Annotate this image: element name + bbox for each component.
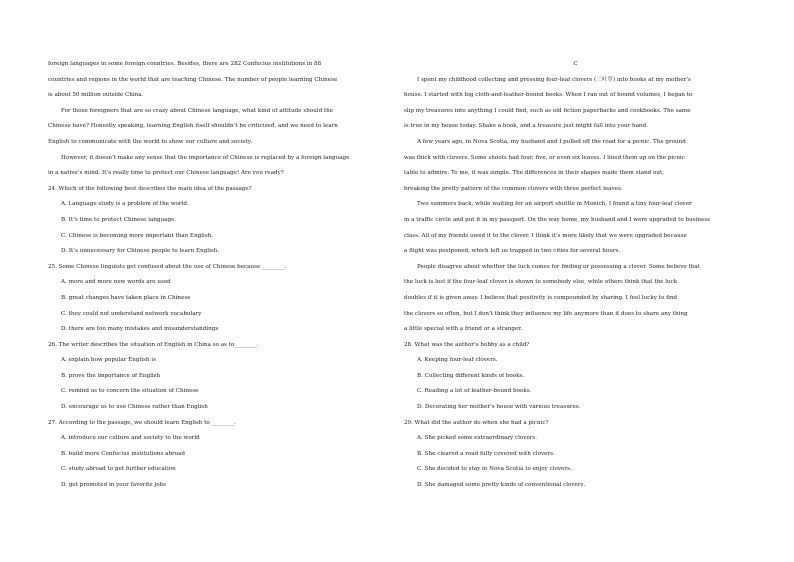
passage-line: a little special with a friend or a stranger. [404, 326, 523, 333]
option-25a: A. more and more new words are used [61, 279, 171, 286]
passage-line: the luck is lost if the four-leaf clover is shown to somebody else, while others think that the luck [404, 279, 678, 286]
passage-title: C [573, 61, 578, 67]
left-column [48, 57, 391, 494]
passage-line: foreign languages in some foreign countries. Besides, there are 282 Confucius institutions in 88 [48, 61, 322, 67]
right-column [404, 57, 747, 494]
passage-line: doubles if it is given away. I believe that positivity is compounded by sharing. I feel lucky to find [404, 294, 678, 301]
question-28: 28. What was the author’s hobby as a child? [404, 341, 530, 348]
question-27: 27. According to the passage, we should learn English to ________. [48, 419, 236, 426]
option-29a: A. She picked some extraordinary clovers. [417, 435, 538, 442]
option-26a: A. explain how popular English is [61, 357, 156, 364]
passage-line: For those foreigners that are so crazy about Chinese language, what kind of attitude should the [61, 107, 334, 114]
option-27a: A. introduce our culture and society to the world [61, 435, 200, 442]
option-24b: B. It’s time to protect Chinese language. [61, 216, 177, 223]
option-28c: C. Reading a lot of leather-bound books. [417, 388, 532, 395]
passage-line: A few years ago, in Nova Scotia, my husband and I pulled off the road for a picnic. The ground [417, 138, 686, 145]
option-28a: A. Keeping four-leaf clovers. [417, 357, 498, 364]
passage-line: slip my treasures into anything I could find, such as old fiction paperbacks and cookbooks. The same [404, 107, 691, 114]
passage-line: in a native’s mind. It’s really time to protect our Chinese language! Are you ready? [48, 170, 284, 177]
passage-line: Two summers back, while waiting for an airport shuttle in Munich, I found a tiny four-leaf clover [417, 201, 692, 208]
passage-line: is true in my house today. Shake a book, and a treasure just might fall into your hand. [404, 123, 648, 130]
passage-line: was thick with clovers. Some shoots had four, five, or even six leaves. I lined them up on the picnic [404, 154, 685, 161]
option-24c: C. Chinese is becoming more important than English. [61, 232, 214, 239]
passage-line: People disagree about whether the luck comes for finding or possessing a clover. Some believe that [417, 263, 700, 270]
option-28d: D. Decorating her mother’s house with various treasures. [417, 404, 581, 411]
passage-line: English to communicate with the world to show our culture and society. [48, 138, 253, 145]
passage-line: table to admire. To me, it was simple. The differences in their shapes made them stand out, [404, 170, 665, 177]
option-27d: D. get promoted in your favorite jobs [61, 482, 167, 489]
passage-line: in a traffic circle and put it in my passport. On the way home, my husband and I were upgraded to business [404, 216, 710, 223]
option-25d: D. there are too many mistakes and misunderstandings [61, 326, 219, 333]
passage-line: class. All of my friends owed it to the clover. I think it’s more likely that we were upgraded because [404, 232, 687, 239]
question-25: 25. Some Chinese linguists get confused about the use of Chinese because ________. [48, 263, 287, 270]
passage-line: a flight was postponed, which left us trapped in two cities for several hours. [404, 248, 621, 255]
passage-line: the clovers so often, but I don’t think they influence my life anymore than it does to share any thing [404, 310, 688, 317]
option-29c: C. She decided to stay in Nova Scotia to enjoy clovers. [417, 466, 572, 473]
option-29b: B. She cleared a road fully covered with clovers. [417, 450, 555, 457]
passage-line: breaking the pretty pattern of the common clovers with three perfect leaves. [404, 185, 623, 192]
passage-line: Chinese have? Honestly speaking, learning English itself shouldn’t be criticized, and we need to learn [48, 123, 338, 130]
option-26d: D. encourage us to use Chinese rather than English [61, 404, 208, 411]
option-26c: C. remind us to concern the situation of Chinese [61, 388, 199, 395]
passage-line: countries and regions in the world that are teaching Chinese. The number of people learning Chinese [48, 76, 338, 83]
option-27c: C. study abroad to get further education [61, 466, 176, 473]
passage-line: is about 50 million outside China. [48, 92, 144, 99]
question-26: 26. The writer describes the situation of English in China so as to________. [48, 341, 259, 348]
option-25c: C. they could not understand network vocabulary [61, 310, 202, 317]
passage-line: house. I started with big cloth-and-leather-bound books. When I ran out of bound volumes, I began to [404, 92, 693, 99]
question-29: 29. What did the author do when she had a picnic? [404, 419, 549, 426]
passage-line: However, it doesn’t make any sense that the importance of Chinese is replaced by a foreign language [61, 154, 350, 161]
option-26b: B. prove the importance of English [61, 372, 161, 379]
option-24d: D. It’s unnecessary for Chinese people to learn English. [61, 248, 220, 255]
question-24: 24. Which of the following best describes the main idea of the passage? [48, 185, 252, 192]
option-29d: D. She damaged some pretty kinds of conventional clovers. [417, 482, 586, 489]
option-24a: A. Language study is a problem of the world. [61, 201, 189, 208]
option-27b: B. build more Confucius institutions abroad [61, 450, 185, 457]
option-28b: B. Collecting different kinds of books. [417, 372, 525, 379]
option-25b: B. great changes have taken place in Chinese [61, 294, 191, 301]
passage-line: I spent my childhood collecting and pressing four-leaf clovers (三叶草) into books at my mother’s [417, 76, 691, 83]
